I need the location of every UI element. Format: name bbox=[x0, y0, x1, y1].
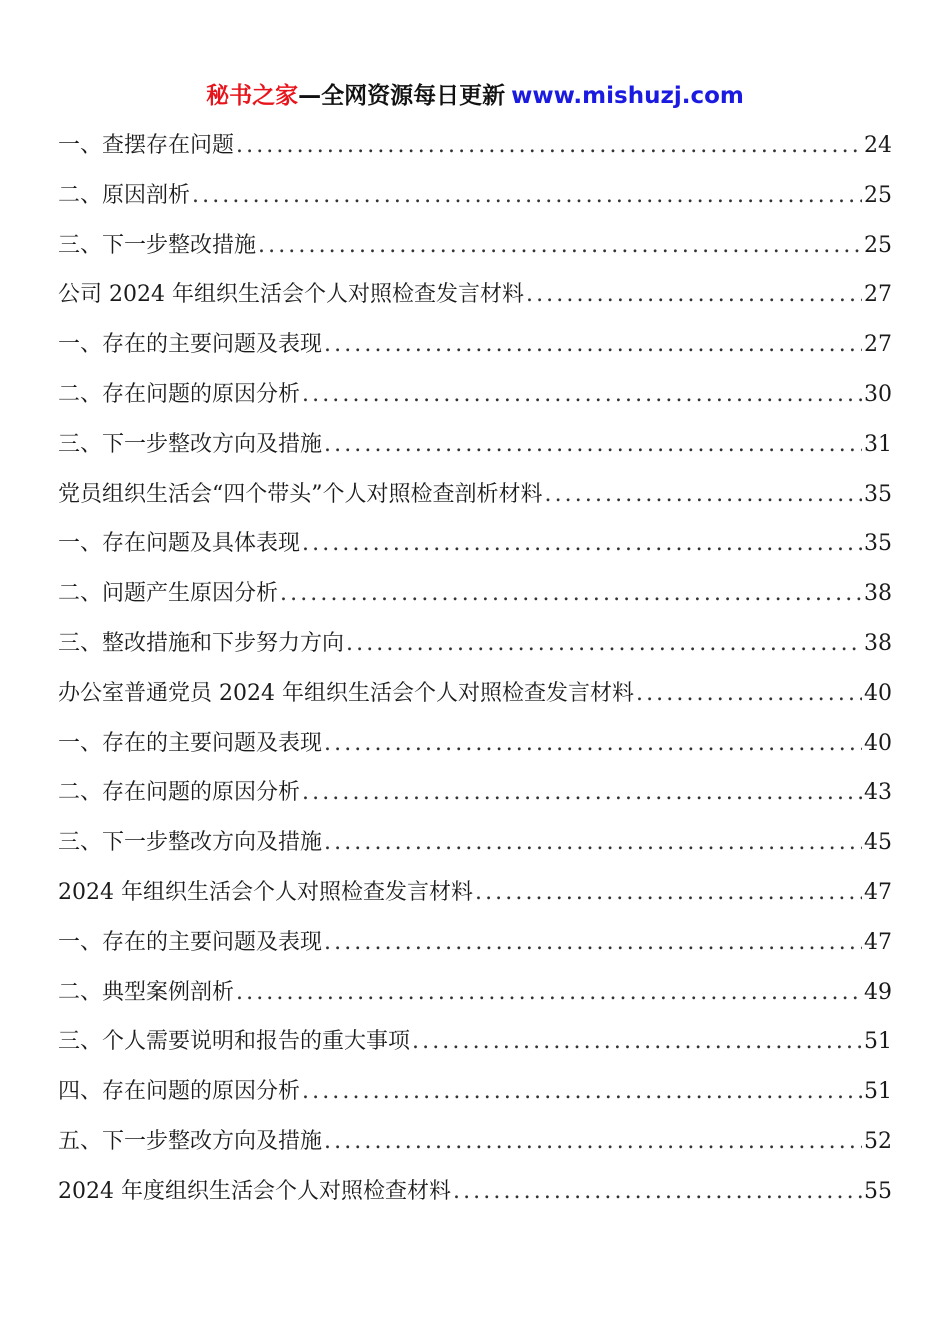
table-of-contents bbox=[58, 128, 892, 1224]
toc-entry[interactable] bbox=[58, 277, 892, 327]
toc-entry[interactable] bbox=[58, 327, 892, 377]
toc-page-number: 27 bbox=[864, 332, 892, 358]
toc-page-number: 27 bbox=[864, 282, 892, 308]
dot-leader bbox=[526, 277, 862, 313]
toc-entry[interactable] bbox=[58, 1024, 892, 1074]
toc-entry-title: 二、存在问题的原因分析 bbox=[58, 780, 301, 806]
dot-leader bbox=[236, 128, 862, 164]
dot-leader bbox=[236, 975, 862, 1011]
toc-page-number: 31 bbox=[864, 431, 892, 457]
dot-leader bbox=[545, 477, 863, 513]
toc-entry[interactable] bbox=[58, 477, 892, 527]
toc-page-number: 55 bbox=[864, 1178, 892, 1204]
toc-entry-title: 党员组织生活会“四个带头”个人对照检查剖析材料 bbox=[58, 481, 543, 507]
toc-entry-title: 四、存在问题的原因分析 bbox=[58, 1079, 301, 1105]
dot-leader bbox=[324, 925, 862, 961]
toc-page-number: 25 bbox=[864, 232, 892, 258]
dot-leader bbox=[324, 726, 862, 762]
toc-entry[interactable] bbox=[58, 726, 892, 776]
toc-entry-title: 一、查摆存在问题 bbox=[58, 133, 235, 158]
toc-entry[interactable] bbox=[58, 975, 892, 1025]
dot-leader bbox=[453, 1174, 862, 1210]
dot-leader bbox=[324, 327, 862, 363]
toc-page-number: 40 bbox=[864, 680, 892, 706]
toc-entry[interactable] bbox=[58, 128, 892, 178]
toc-entry[interactable] bbox=[58, 576, 892, 626]
toc-page-number: 47 bbox=[864, 879, 892, 905]
toc-entry[interactable] bbox=[58, 875, 892, 925]
toc-entry-title: 三、下一步整改措施 bbox=[58, 232, 257, 258]
toc-entry[interactable] bbox=[58, 825, 892, 875]
toc-entry[interactable] bbox=[58, 526, 892, 576]
toc-entry-title: 一、存在的主要问题及表现 bbox=[58, 730, 323, 756]
site-url-link[interactable]: www.mishuzj.com bbox=[511, 83, 744, 109]
toc-page-number: 35 bbox=[864, 531, 892, 557]
toc-entry[interactable] bbox=[58, 775, 892, 825]
toc-page-number: 51 bbox=[864, 1079, 892, 1105]
toc-page-number: 40 bbox=[864, 730, 892, 756]
toc-entry-title: 2024 年组织生活会个人对照检查发言材料 bbox=[58, 879, 473, 905]
dot-leader bbox=[475, 875, 862, 911]
dot-leader bbox=[636, 676, 862, 712]
dot-leader bbox=[192, 178, 862, 214]
toc-page-number: 30 bbox=[864, 381, 892, 407]
dot-leader bbox=[324, 1124, 862, 1160]
toc-page-number: 52 bbox=[864, 1128, 892, 1154]
dot-leader bbox=[302, 377, 862, 413]
toc-entry[interactable] bbox=[58, 377, 892, 427]
toc-entry-title: 二、问题产生原因分析 bbox=[58, 581, 279, 607]
toc-page-number: 45 bbox=[864, 830, 892, 856]
toc-page-number: 38 bbox=[864, 581, 892, 607]
toc-entry-title: 五、下一步整改方向及措施 bbox=[58, 1128, 323, 1154]
toc-entry[interactable] bbox=[58, 626, 892, 676]
toc-entry-title: 一、存在的主要问题及表现 bbox=[58, 929, 323, 955]
dot-leader bbox=[324, 427, 862, 463]
toc-entry-title: 二、典型案例剖析 bbox=[58, 979, 235, 1005]
toc-entry[interactable] bbox=[58, 228, 892, 278]
dot-leader bbox=[280, 576, 862, 612]
toc-entry-title: 三、个人需要说明和报告的重大事项 bbox=[58, 1029, 411, 1055]
toc-page-number: 47 bbox=[864, 929, 892, 955]
toc-entry-title: 一、存在的主要问题及表现 bbox=[58, 332, 323, 358]
toc-entry-title: 三、下一步整改方向及措施 bbox=[58, 431, 323, 457]
toc-page-number: 25 bbox=[864, 182, 892, 208]
toc-entry-title: 二、存在问题的原因分析 bbox=[58, 381, 301, 407]
toc-entry[interactable] bbox=[58, 676, 892, 726]
toc-entry[interactable] bbox=[58, 178, 892, 228]
toc-page-number: 38 bbox=[864, 630, 892, 656]
toc-entry-title: 三、整改措施和下步努力方向 bbox=[58, 630, 345, 656]
toc-page-number: 35 bbox=[864, 481, 892, 507]
dot-leader bbox=[324, 825, 862, 861]
toc-entry[interactable] bbox=[58, 925, 892, 975]
toc-entry[interactable] bbox=[58, 1124, 892, 1174]
toc-page-number: 24 bbox=[864, 133, 892, 158]
toc-entry-title: 办公室普通党员 2024 年组织生活会个人对照检查发言材料 bbox=[58, 680, 634, 706]
toc-entry-title: 三、下一步整改方向及措施 bbox=[58, 830, 323, 856]
toc-entry[interactable] bbox=[58, 1174, 892, 1224]
dot-leader bbox=[302, 775, 862, 811]
toc-entry-title: 公司 2024 年组织生活会个人对照检查发言材料 bbox=[58, 282, 524, 308]
toc-entry[interactable] bbox=[58, 1074, 892, 1124]
dot-leader bbox=[258, 228, 862, 264]
site-slogan: —全网资源每日更新 bbox=[298, 83, 506, 109]
dot-leader bbox=[346, 626, 862, 662]
brand-name: 秘书之家 bbox=[206, 83, 299, 109]
toc-entry-title: 一、存在问题及具体表现 bbox=[58, 531, 301, 557]
toc-page-number: 49 bbox=[864, 979, 892, 1005]
toc-entry-title: 2024 年度组织生活会个人对照检查材料 bbox=[58, 1178, 451, 1204]
toc-page-number: 43 bbox=[864, 780, 892, 806]
toc-entry-title: 二、原因剖析 bbox=[58, 182, 191, 208]
dot-leader bbox=[302, 526, 862, 562]
toc-page-number: 51 bbox=[864, 1029, 892, 1055]
toc-entry[interactable] bbox=[58, 427, 892, 477]
site-header bbox=[0, 80, 950, 112]
dot-leader bbox=[412, 1024, 862, 1060]
dot-leader bbox=[302, 1074, 862, 1110]
